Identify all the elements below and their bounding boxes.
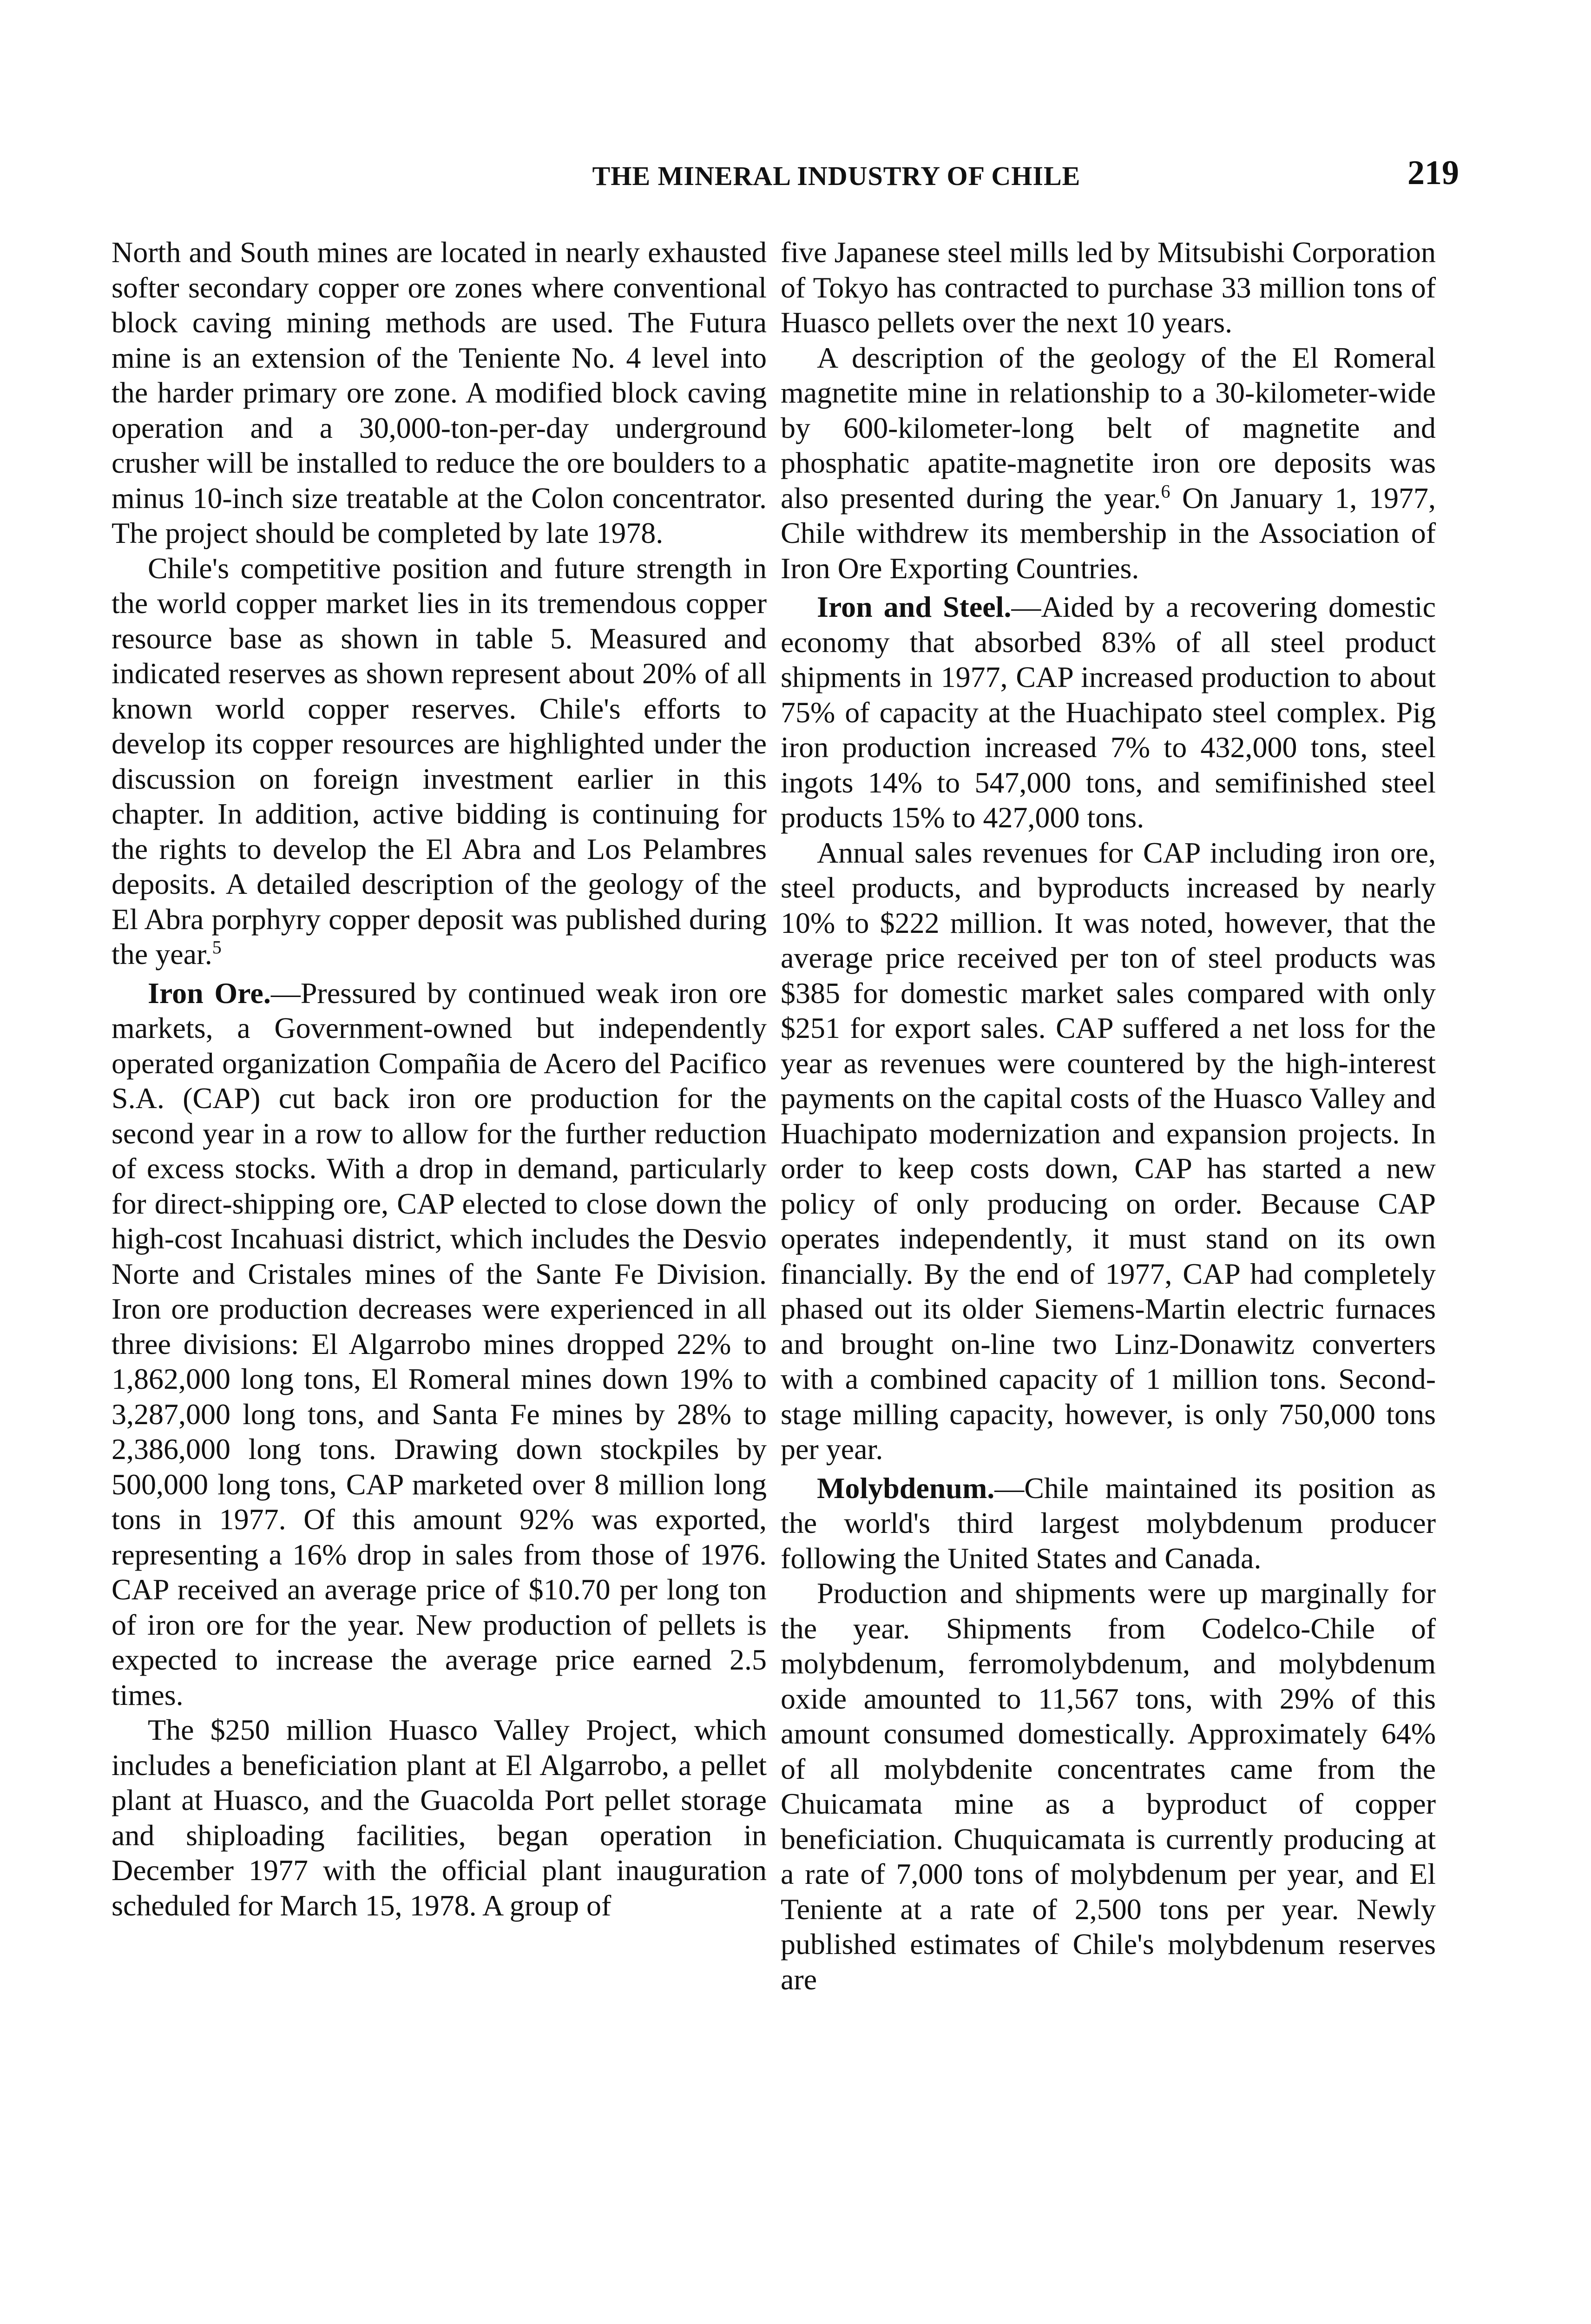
section-paragraph [781, 589, 1436, 835]
paragraph: The $250 million Huasco Valley Project, which includes a beneficiation plant at El Algarrobo, a pellet plant at Huasco, and the Guacolda Port pellet storage and shiploading facilities, began operation in December 1977 with the official plant inauguration scheduled for March 15, 1978. A group of [112, 1713, 767, 1922]
section-heading-molybdenum: Molybdenum. [817, 1471, 995, 1505]
paragraph-text: A description of the geology of the El Romeral magnetite mine in relationship to a 30-kilometer-wide by 600-kilometer-long belt of magnetite and phosphatic apatite-magnetite iron ore deposits was also presented during the year. [781, 341, 1436, 515]
paragraph: Production and shipments were up marginally for the year. Shipments from Codelco-Chile of molybdenum, ferromolybdenum, and molybdenum oxide amounted to 11,567 tons, with 29% of this amount consumed domestically. Approximately 64% of all molybdenite concentrates came from the Chuicamata mine as a byproduct of copper beneficiation. Chuquicamata is currently producing at a rate of 7,000 tons of molybdenum per year, and El Teniente at a rate of 2,500 tons per year. Newly published estimates of Chile's molybdenum reserves are [781, 1577, 1436, 1996]
right-column [781, 235, 1436, 1997]
section-paragraph [781, 1471, 1436, 1576]
page-number: 219 [1407, 154, 1459, 192]
paragraph-text: Chile's competitive position and future strength in the world copper market lies in its tremendous copper resource base as shown in table 5. Measured and indicated reserves as shown represent about 20% of all known world copper reserves. Chile's efforts to develop its copper resources are highlighted under the discussion on foreign investment earlier in this chapter. In addition, active bidding is continuing for the rights to develop the El Abra and Los Pelambres deposits. A detailed description of the geology of the El Abra porphyry copper deposit was published during the year. [112, 551, 767, 971]
left-column [112, 235, 767, 1923]
paragraph-text: —Aided by a recovering domestic economy that absorbed 83% of all steel product shipments in 1977, CAP increased production to about 75% of capacity at the Huachipato steel complex. Pig iron production increased 7% to 432,000 tons, steel ingots 14% to 547,000 tons, and semifinished steel products 15% to 427,000 tons. [781, 590, 1436, 834]
paragraph [112, 551, 767, 972]
section-heading-iron-ore: Iron Ore. [148, 976, 271, 1010]
running-header-title: THE MINERAL INDUSTRY OF CHILE [592, 161, 1081, 191]
paragraph-text: —Chile maintained its position as the world's third largest molybdenum producer following the United States and Canada. [781, 1471, 1436, 1575]
paragraph-text: —Pressured by continued weak iron ore markets, a Government-owned but independently operated organization Compañia de Acero del Pacifico S.A. (CAP) cut back iron ore production for the second year in a row to allow for the further reduction of excess stocks. With a drop in demand, particularly for direct-shipping ore, CAP elected to close down the high-cost Incahuasi district, which includes the Desvio Norte and Cristales mines of the Sante Fe Division. Iron ore production decreases were experienced in all three divisions: El Algarrobo mines dropped 22% to 1,862,000 long tons, El Romeral mines down 19% to 3,287,000 long tons, and Santa Fe mines by 28% to 2,386,000 long tons. Drawing down stockpiles by 500,000 long tons, CAP marketed over 8 million long tons in 1977. Of this amount 92% was exported, representing a 16% drop in sales from those of 1976. CAP received an average price of $10.70 per long ton of iron ore for the year. New production of pellets is expected to increase the average price earned 2.5 times. [112, 976, 767, 1711]
paragraph: North and South mines are located in nearly exhausted softer secondary copper ore zones where conventional block caving mining methods are used. The Futura mine is an extension of the Teniente No. 4 level into the harder primary ore zone. A modified block caving operation and a 30,000-ton-per-day underground crusher will be installed to reduce the ore boulders to a minus 10-inch size treatable at the Colon concentrator. The project should be completed by late 1978. [112, 236, 767, 549]
paragraph: five Japanese steel mills led by Mitsubishi Corporation of Tokyo has contracted to purchase 33 million tons of Huasco pellets over the next 10 years. [781, 236, 1436, 339]
paragraph [781, 340, 1436, 586]
paragraph: Annual sales revenues for CAP including iron ore, steel products, and byproducts increased by nearly 10% to $222 million. It was noted, however, that the average price received per ton of steel products was $385 for domestic market sales compared with only $251 for export sales. CAP suffered a net loss for the year as revenues were countered by the high-interest payments on the capital costs of the Huasco Valley and Huachipato modernization and expansion projects. In order to keep costs down, CAP has started a new policy of only producing on order. Because CAP operates independently, it must stand on its own financially. By the end of 1977, CAP had completely phased out its older Siemens-Martin electric furnaces and brought on-line two Linz-Donawitz converters with a combined capacity of 1 million tons. Second-stage milling capacity, however, is only 750,000 tons per year. [781, 836, 1436, 1466]
footnote-marker: 6 [1161, 481, 1170, 502]
footnote-marker: 5 [212, 937, 222, 958]
section-heading-iron-and-steel: Iron and Steel. [817, 590, 1012, 623]
section-paragraph [112, 976, 767, 1713]
paragraph-text: On January 1, 1977, Chile withdrew its membership in the Association of Iron Ore Exporting Countries. [781, 481, 1436, 585]
